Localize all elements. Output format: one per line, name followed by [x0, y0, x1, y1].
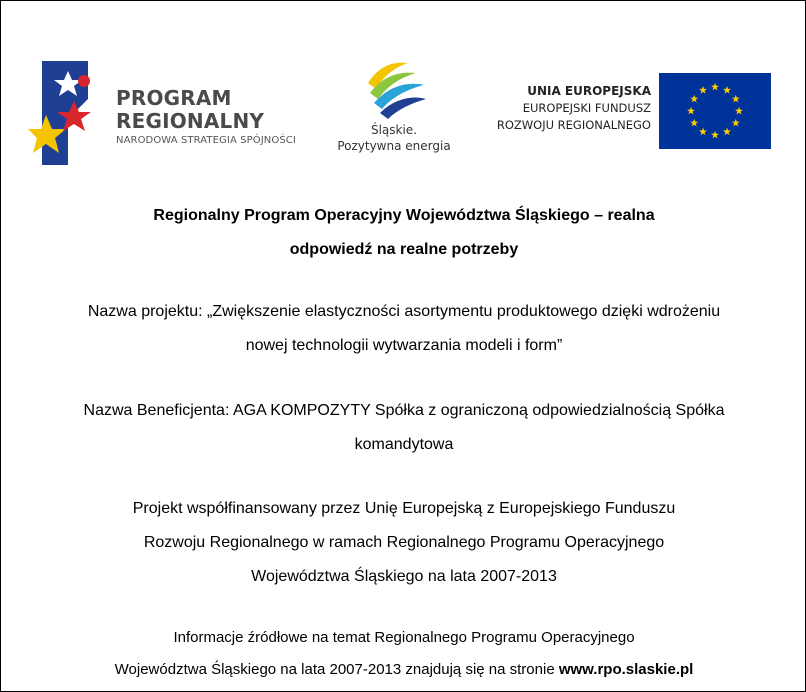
logo-bar — [1, 1, 806, 181]
project-line1: Nazwa projektu: „Zwiększenie elastyczności asortymentu produktowego dzięki wdrożeniu — [87, 303, 721, 320]
source-info — [1, 622, 806, 686]
slaskie-name: Śląskie. — [370, 123, 418, 137]
funding-line2: Rozwoju Regionalnego w ramach Regionalnego Programu Operacyjnego — [143, 534, 665, 551]
project-name — [1, 295, 806, 363]
info-line2-text: Województwa Śląskiego na lata 2007-2013 znajdują się na stronie — [114, 661, 559, 678]
eu-logo-text — [471, 83, 651, 134]
funding-line3: Województwa Śląskiego na lata 2007-2013 — [251, 568, 557, 585]
info-line2 — [1, 654, 806, 686]
program-regionalny-emblem-icon — [28, 59, 112, 167]
beneficiary — [1, 394, 806, 462]
funding-line1: Projekt współfinansowany przez Unię Europejską z Europejskiego Funduszu — [132, 500, 676, 517]
heading — [1, 199, 806, 267]
eu-flag-icon — [659, 73, 771, 149]
program-regionalny-subtitle: NARODOWA STRATEGIA SPÓJNOŚCI — [116, 135, 296, 146]
program-regionalny-line2: REGIONALNY — [116, 109, 265, 133]
project-line2: nowej technologii wytwarzania modeli i form” — [245, 337, 563, 354]
heading-line1: Regionalny Program Operacyjny Województwa Śląskiego – realna — [153, 207, 655, 224]
funding-statement — [1, 492, 806, 594]
slaskie-tagline: Pozytywna energia — [337, 139, 451, 153]
program-regionalny-logo — [28, 59, 318, 167]
beneficiary-line1: Nazwa Beneficjenta: AGA KOMPOZYTY Spółka z ograniczoną odpowiedzialnością Spółka — [83, 402, 725, 419]
program-regionalny-line1: PROGRAM — [116, 86, 232, 110]
heading-line2: odpowiedź na realne potrzeby — [289, 241, 519, 258]
rpo-website-link[interactable]: www.rpo.slaskie.pl — [558, 661, 694, 678]
program-regionalny-title — [116, 87, 264, 133]
beneficiary-line2: komandytowa — [354, 436, 454, 453]
eu-line2: EUROPEJSKI FUNDUSZ — [522, 101, 651, 115]
eu-line1: UNIA EUROPEJSKA — [527, 84, 651, 98]
slaskie-logo — [334, 59, 454, 159]
eu-line3: ROZWOJU REGIONALNEGO — [496, 118, 651, 132]
info-line1: Informacje źródłowe na temat Regionalnego Programu Operacyjnego — [173, 629, 635, 646]
eu-logo — [471, 73, 776, 149]
slaskie-waves-icon — [334, 59, 454, 121]
